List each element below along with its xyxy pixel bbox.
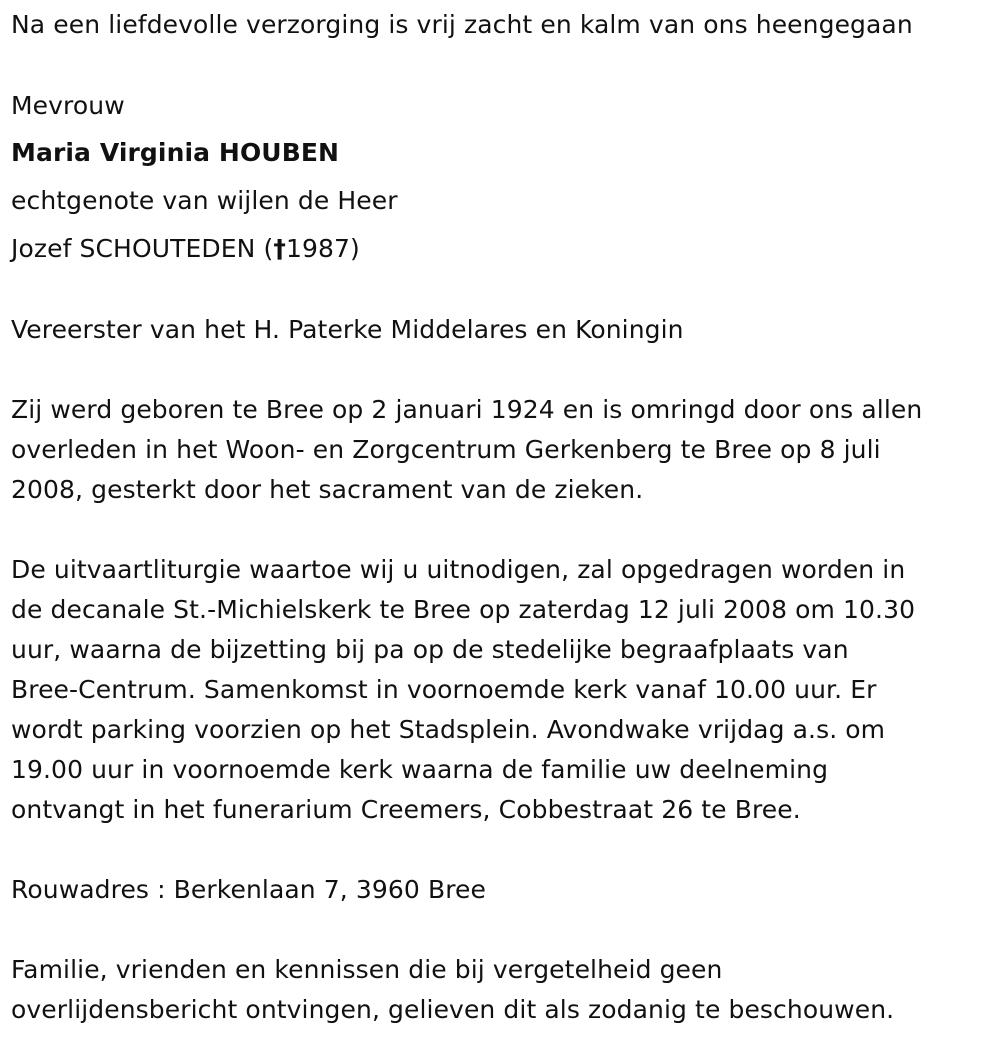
funeral-line: De uitvaartliturgie waartoe wij u uitnodigen, zal opgedragen worden in	[11, 555, 906, 584]
funeral-line: de decanale St.-Michielskerk te Bree op zaterdag 12 juli 2008 om 10.30	[11, 595, 916, 624]
mourning-address: Rouwadres : Berkenlaan 7, 3960 Bree	[11, 875, 486, 904]
funeral-line: uur, waarna de bijzetting bij pa op de stedelijke begraafplaats van	[11, 635, 849, 664]
closing-line: overlijdensbericht ontvingen, gelieven dit als zodanig te beschouwen.	[11, 995, 895, 1024]
devotion-text: Vereerster van het H. Paterke Middelares en Koningin	[11, 315, 684, 344]
spouse-line: Jozef SCHOUTEDEN (†1987)	[11, 234, 360, 263]
relation-text: echtgenote van wijlen de Heer	[11, 186, 398, 215]
funeral-line: Bree-Centrum. Samenkomst in voornoemde kerk vanaf 10.00 uur. Er	[11, 675, 877, 704]
intro-text: Na een liefdevolle verzorging is vrij zacht en kalm van ons heengegaan	[11, 10, 913, 39]
birth-death-line: Zij werd geboren te Bree op 2 januari 1924 en is omringd door ons allen	[11, 395, 923, 424]
funeral-line: wordt parking voorzien op het Stadsplein. Avondwake vrijdag a.s. om	[11, 715, 886, 744]
deceased-name: Maria Virginia HOUBEN	[11, 138, 340, 167]
spouse-name: Jozef SCHOUTEDEN	[11, 234, 256, 263]
birth-death-line: overleden in het Woon- en Zorgcentrum Gerkenberg te Bree op 8 juli	[11, 435, 881, 464]
funeral-line: 19.00 uur in voornoemde kerk waarna de familie uw deelneming	[11, 755, 829, 784]
birth-death-line: 2008, gesterkt door het sacrament van de zieken.	[11, 475, 644, 504]
funeral-line: ontvangt in het funerarium Creemers, Cobbestraat 26 te Bree.	[11, 795, 801, 824]
closing-line: Familie, vrienden en kennissen die bij vergetelheid geen	[11, 955, 723, 984]
spouse-death-year: 1987	[285, 234, 350, 263]
salutation: Mevrouw	[11, 91, 125, 120]
cross-icon: †	[273, 234, 286, 263]
